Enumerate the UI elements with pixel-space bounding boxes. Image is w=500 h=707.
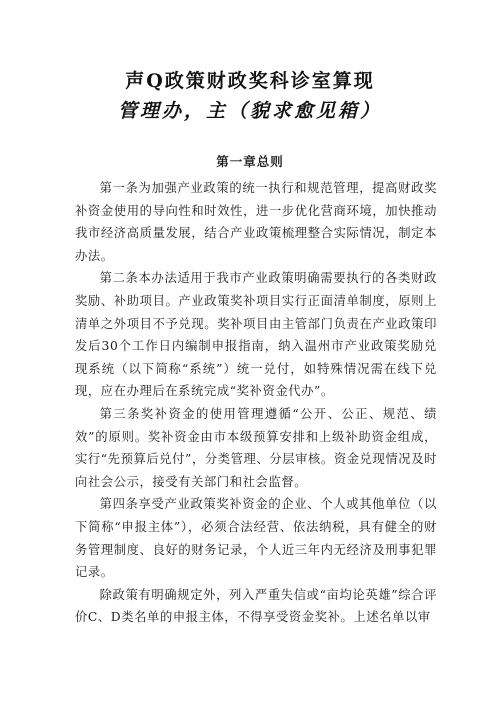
paragraph-article-3: 第三条奖补资金的使用管理遵循“公开、公正、规范、绩效”的原则。奖补资金由市本级预算安排和上级补助资金组成，实行“先预算后兑付”，分类管理、分层审核。资金兑现情况及时向社会公示，接受有关部门和社会监督。 [75,406,437,489]
paragraph-article-2: 第二条本办法适用于我市产业政策明确需要执行的各类财政奖励、补助项目。产业政策奖补项目实行正面清单制度，原则上清单之外项目不予兑现。奖补项目由主管部门负责在产业政策印发后30个工作日内编制申报指南，纳入温州市产业政策奖励兑现系统（以下简称“系统”）统一兑付，如特殊情况需在线下兑现，应在办理后在系统完成“奖补资金代办”。 [75,271,437,399]
paragraph-article-1: 第一条为加强产业政策的统一执行和规范管理，提高财政奖补资金使用的导向性和时效性，进一步优化营商环境，加快推动我市经济高质量发展，结合产业政策梳理整合实际情况，制定本办法。 [75,181,437,263]
document-title-line-2: 管理办，主（貌求愈见箱） [117,100,382,122]
body-text [75,177,437,629]
chapter-heading: 第一章总则 [216,154,284,169]
paragraph-article-4-continued: 除政策有明确规定外，列入严重失信或“亩均论英雄”综合评价C、D类名单的申报主体，不得享受资金奖补。上述名单以审 [75,587,437,625]
document-title-line-1: 声Q政策财政奖科诊室算现 [125,70,375,92]
paragraph-article-4: 第四条享受产业政策奖补资金的企业、个人或其他单位（以下简称“申报主体”），必须合法经营、依法纳税，具有健全的财务管理制度、良好的财务记录，个人近三年内无经济及刑事犯罪记录。 [75,497,437,580]
